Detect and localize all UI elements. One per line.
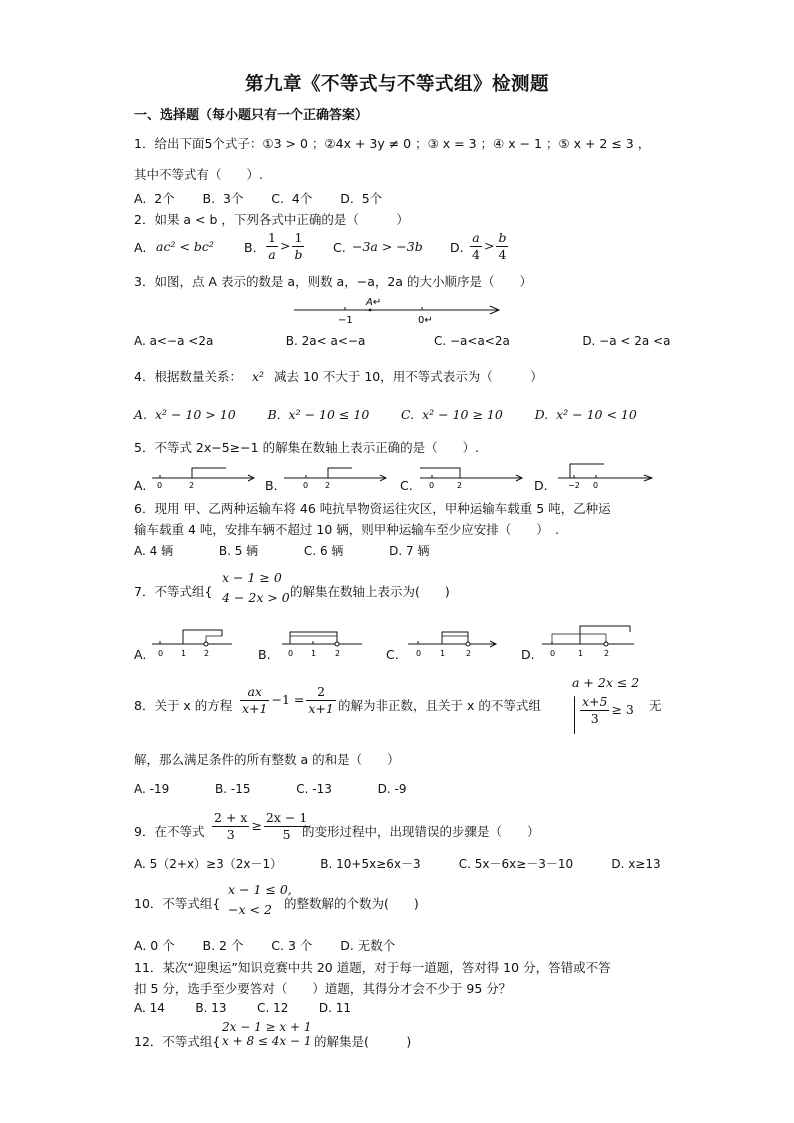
question-11-line-1: 11．某次“迎奥运”知识竞赛中共 20 道题，对于每一道题，答对得 10 分，答错或不答 bbox=[134, 960, 611, 975]
question-3-number-line bbox=[290, 294, 505, 326]
svg-text:−2: −2 bbox=[568, 481, 580, 490]
question-9-options: A. 5（2+x）≥3（2x－1） B. 10+5x≥6x－3 C. 5x－6x≥－3－10 D. x≥13 bbox=[134, 857, 661, 871]
svg-text:2: 2 bbox=[604, 649, 610, 658]
inequality-system-line-1: a + 2x ≤ 2 bbox=[572, 675, 640, 690]
option-d-label: D. bbox=[521, 647, 535, 662]
tick-label-zero: 0↵ bbox=[418, 315, 433, 326]
question-8-equation: $\frac{ax}{x+1}$ −1 = $\frac{2}{x+1}$ bbox=[242, 684, 334, 716]
question-6-line-1: 6．现用 甲、乙两种运输车将 46 吨抗旱物资运往灾区，甲种运输车载重 5 吨，乙种运 bbox=[134, 501, 611, 516]
svg-text:2: 2 bbox=[189, 481, 195, 490]
question-5-stem: 5．不等式 2x−5≥−1 的解集在数轴上表示正确的是（ ）. bbox=[134, 440, 480, 455]
question-4-stem: 4．根据数量关系： x² 减去 10 不大于 10，用不等式表示为（ ） bbox=[134, 369, 543, 384]
option-c-number-line bbox=[418, 460, 528, 490]
solution-ray bbox=[420, 468, 460, 478]
question-11-line-2: 扣 5 分，选手至少要答对（ ）道题，其得分才会不少于 95 分？ bbox=[134, 981, 512, 996]
svg-text:1: 1 bbox=[440, 649, 446, 658]
question-8-options: A. -19 B. -15 C. -13 D. -9 bbox=[134, 782, 407, 796]
option-a-number-line bbox=[150, 460, 260, 490]
option-b-label: B. bbox=[244, 240, 257, 255]
option-d-number-line bbox=[538, 620, 642, 660]
question-7-options bbox=[134, 618, 654, 664]
svg-text:1: 1 bbox=[578, 649, 584, 658]
section-heading: 一、选择题（每小题只有一个正确答案） bbox=[134, 108, 369, 123]
svg-text:2: 2 bbox=[335, 649, 341, 658]
svg-text:0: 0 bbox=[416, 649, 422, 658]
open-circle bbox=[204, 642, 208, 646]
question-8-stem: 8．关于 x 的方程 $\frac{ax}{x+1}$ −1 = $\frac{2}{x+1}$ 的解为非正数，且关于 x 的不等式组 a + 2x ≤ 2 $\frac{x+5}{3}$ ≥ 3 无 bbox=[134, 674, 664, 740]
question-1-stem-continued: 其中不等式有（ ）. bbox=[134, 167, 263, 182]
svg-text:0: 0 bbox=[429, 481, 435, 490]
option-c-label: C. bbox=[386, 647, 399, 662]
option-c-number-line bbox=[404, 622, 504, 660]
point-a bbox=[369, 309, 372, 312]
option-c-expr: −3a > −3b bbox=[352, 239, 423, 254]
svg-text:2: 2 bbox=[457, 481, 463, 490]
svg-text:2: 2 bbox=[325, 481, 331, 490]
svg-text:0: 0 bbox=[157, 481, 163, 490]
solution-bracket bbox=[206, 636, 222, 644]
question-6-line-2: 输车载重 4 吨，安排车辆不超过 10 辆，则甲种运输车至少应安排（ ） . bbox=[134, 522, 559, 537]
solution-ray bbox=[328, 468, 352, 478]
svg-text:1: 1 bbox=[311, 649, 317, 658]
option-b-label: B. bbox=[258, 647, 271, 662]
option-b-label: B. bbox=[265, 478, 278, 493]
option-d-label: D. bbox=[534, 478, 548, 493]
point-a-label: A↵ bbox=[366, 297, 382, 308]
option-c-label: C. bbox=[333, 240, 346, 255]
inequality-system: 2x − 1 ≥ x + 1 x + 8 ≤ 4x − 1 bbox=[222, 1020, 312, 1048]
option-c-label: C. bbox=[400, 478, 413, 493]
option-b-number-line bbox=[280, 622, 370, 660]
question-4-options: A. x² − 10 > 10 B. x² − 10 ≤ 10 C. x² − 10 ≥ 10 D. x² − 10 < 10 bbox=[134, 407, 637, 422]
svg-text:2: 2 bbox=[204, 649, 210, 658]
question-2-stem: 2．如果 a < b ，下列各式中正确的是（ ） bbox=[134, 212, 409, 227]
option-d-number-line bbox=[552, 456, 662, 490]
question-5-options bbox=[134, 452, 674, 492]
inequality-system-line-2: $\frac{x+5}{3}$ ≥ 3 bbox=[582, 694, 634, 726]
question-1-options: A. 2个 B. 3个 C. 4个 D. 5个 bbox=[134, 191, 383, 206]
svg-text:0: 0 bbox=[158, 649, 164, 658]
solution-bracket bbox=[552, 634, 606, 644]
option-b-expr: $\frac{1}{a}$ > $\frac{1}{b}$ bbox=[268, 230, 303, 262]
svg-text:0: 0 bbox=[550, 649, 556, 658]
svg-text:2: 2 bbox=[466, 649, 472, 658]
open-circle bbox=[335, 642, 339, 646]
option-d-label: D. bbox=[450, 240, 464, 255]
open-circle bbox=[466, 642, 470, 646]
svg-text:0: 0 bbox=[593, 481, 599, 490]
question-10-options: A. 0 个 B. 2 个 C. 3 个 D. 无数个 bbox=[134, 938, 396, 953]
question-1-stem: 1．给出下面5个式子：①3 > 0 ；②4x + 3y ≠ 0 ；③ x = 3 ；④ x − 1 ；⑤ x + 2 ≤ 3 ， bbox=[134, 136, 651, 151]
page-title: 第九章《不等式与不等式组》检测题 bbox=[244, 74, 549, 95]
option-a-label: A. bbox=[134, 647, 147, 662]
question-9-inequality: $\frac{2 + x}{3}$ ≥ $\frac{2x - 1}{5}$ bbox=[214, 810, 308, 842]
solution-bracket bbox=[442, 632, 468, 644]
solution-bracket bbox=[580, 626, 630, 644]
svg-text:0: 0 bbox=[303, 481, 309, 490]
open-circle bbox=[604, 642, 608, 646]
svg-text:0: 0 bbox=[288, 649, 294, 658]
option-a-label: A. bbox=[134, 478, 147, 493]
solution-ray bbox=[192, 468, 226, 478]
tick-label-minus-one: −1 bbox=[338, 315, 353, 326]
inequality-system: x − 1 ≥ 0 4 − 2x > 0 bbox=[222, 570, 290, 605]
svg-text:1: 1 bbox=[181, 649, 187, 658]
question-3-stem: 3．如图，点 A 表示的数是 a，则数 a，−a，2a 的大小顺序是（ ） bbox=[134, 274, 532, 289]
question-3-options: A. a<−a <2a B. 2a< a<−a C. −a<a<2a D. −a < 2a <a bbox=[134, 334, 671, 348]
solution-bracket bbox=[183, 630, 222, 644]
brace-icon bbox=[574, 696, 575, 734]
option-a-expr: ac² < bc² bbox=[156, 239, 214, 254]
option-a-number-line bbox=[150, 622, 250, 660]
option-b-number-line bbox=[282, 460, 392, 490]
inequality-system: x − 1 ≤ 0, −x < 2 bbox=[228, 882, 292, 917]
question-11-options: A. 14 B. 13 C. 12 D. 11 bbox=[134, 1001, 351, 1015]
question-8-line-2: 解，那么满足条件的所有整数 a 的和是（ ） bbox=[134, 752, 400, 767]
solution-ray bbox=[570, 464, 604, 478]
option-a-label: A. bbox=[134, 240, 147, 255]
question-6-options: A. 4 辆 B. 5 辆 C. 6 辆 D. 7 辆 bbox=[134, 544, 430, 558]
option-d-expr: $\frac{a}{4}$ > $\frac{b}{4}$ bbox=[472, 230, 507, 262]
